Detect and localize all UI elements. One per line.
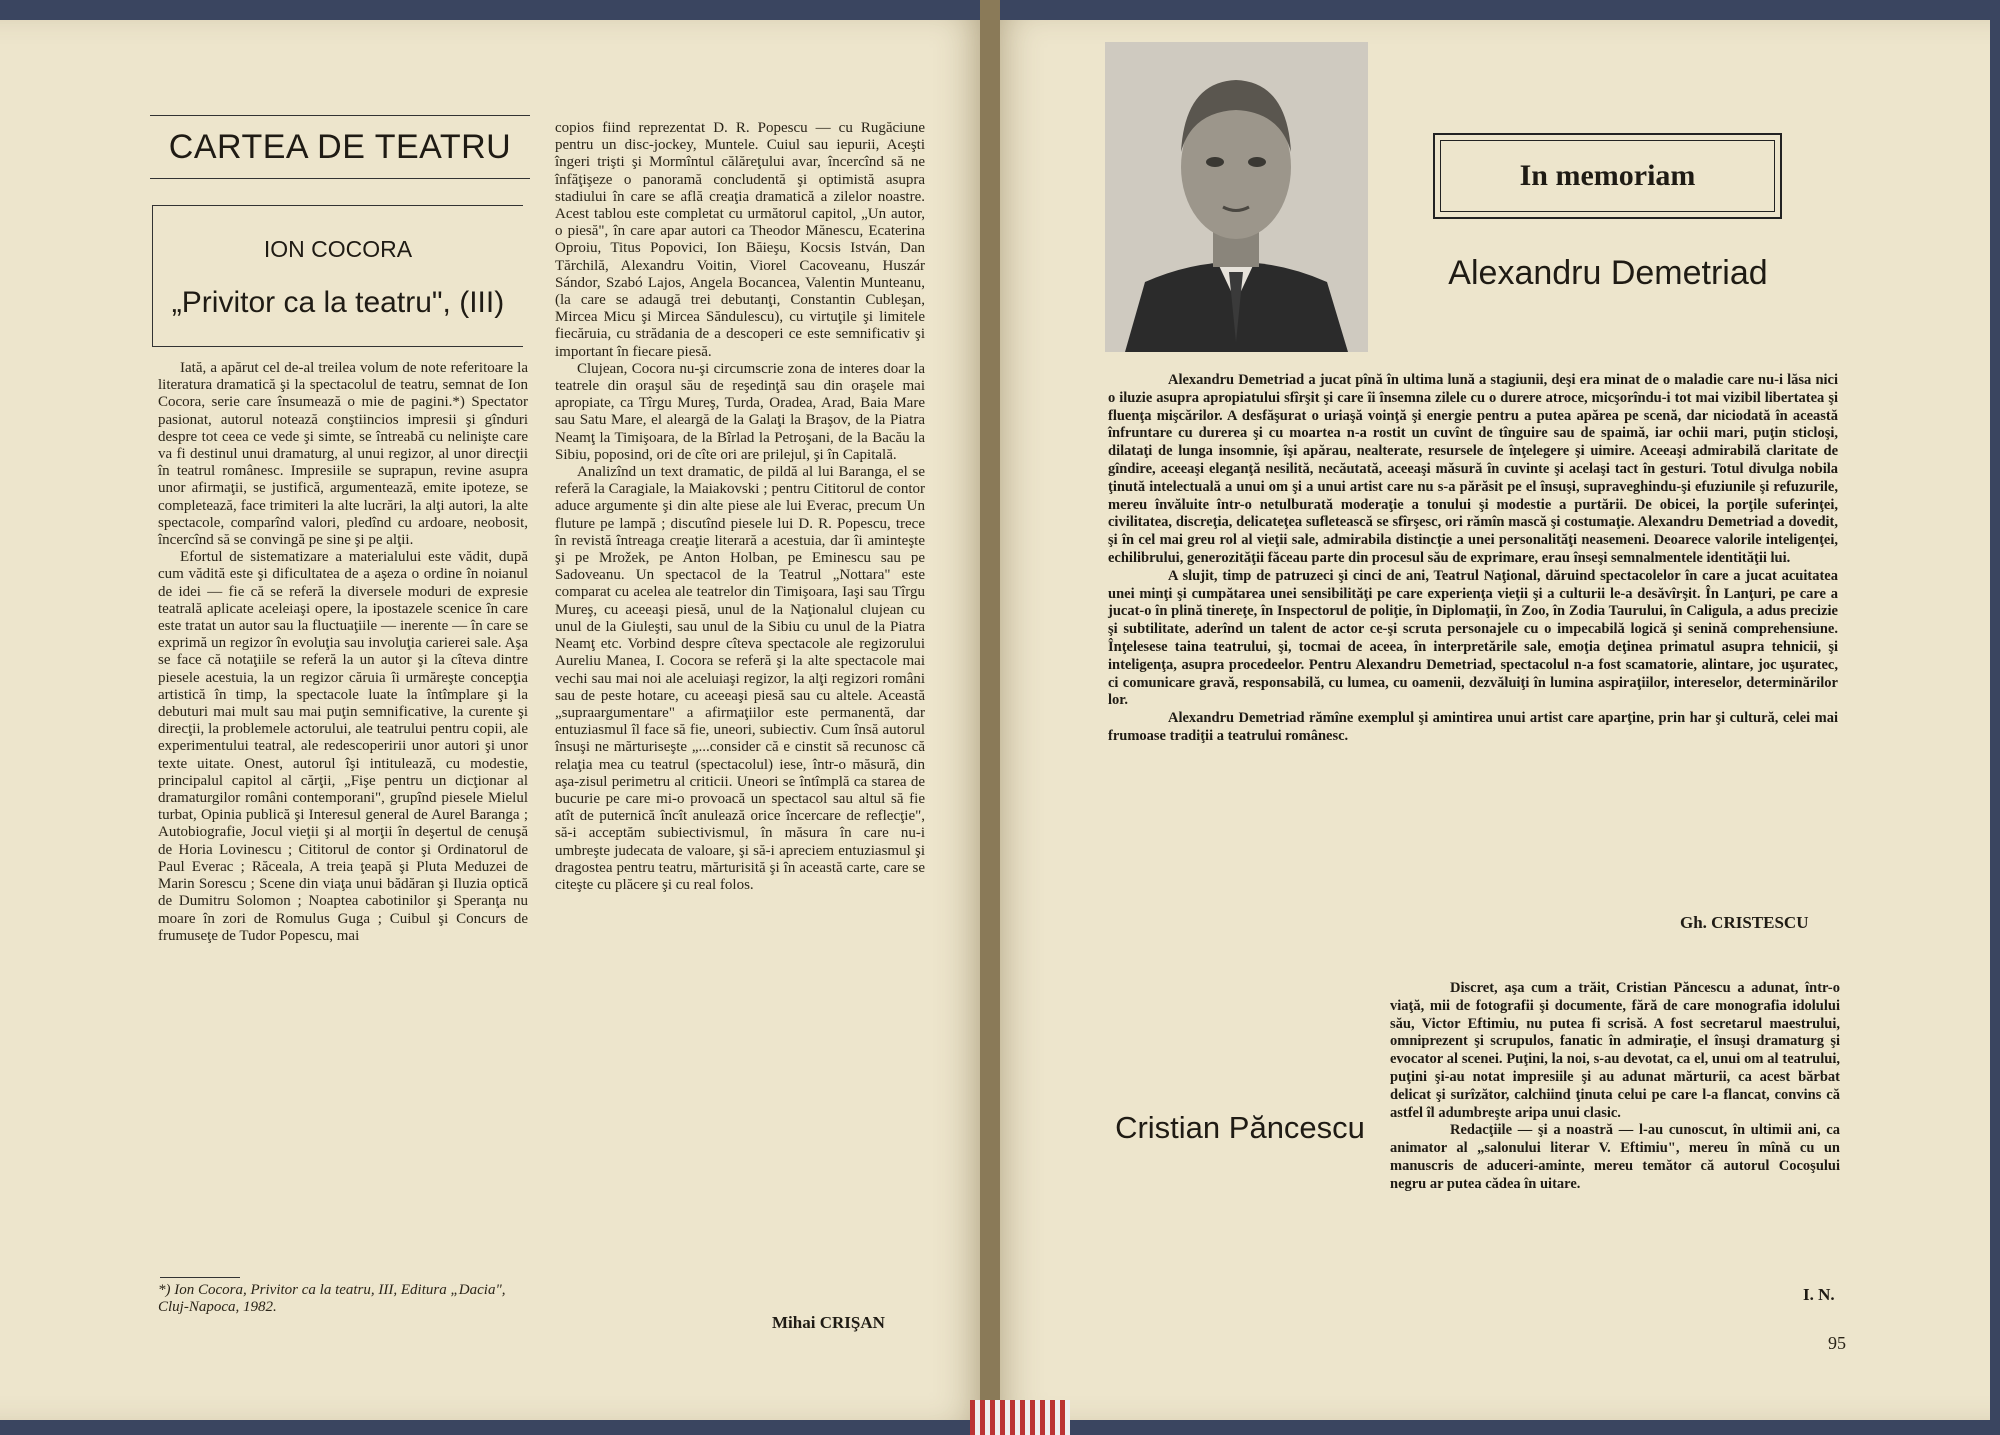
right-page [990, 20, 1990, 1420]
obituary-name-2: Cristian Păncescu [1115, 1110, 1365, 1145]
article-book-title: „Privitor ca la teatru", (III) [171, 286, 505, 319]
obituary-signature-1: Gh. CRISTESCU [1680, 913, 1809, 932]
portrait-photo-icon [1105, 42, 1368, 352]
book-spine [980, 0, 1000, 1435]
section-heading-box [150, 115, 530, 179]
paragraph: Discret, aşa cum a trăit, Cristian Păncescu a adunat, într-o viaţă, mii de fotografii şi documente, fără de care monografia idolului său, Victor Eftimiu, nu putea fi scrisă. A fost secretarul maestrului, omniprezent şi scrupulos, fanatic în admiraţie, el însuşi dramaturg şi evocator al scenei. Puţini, la noi, s-au devotat, ca el, unui om al teatrului, puţini şi-au notat impresiile şi au adunat mărturii, ca acest bărbat delicat şi surîzător, calchiind ţinuta celui pe care l-a flancat, convins că astfel îl adumbreşte aripa unui clasic. [1390, 980, 1840, 1121]
obituary-signature-2: I. N. [1803, 1285, 1835, 1304]
page-number: 95 [1828, 1333, 1846, 1353]
footnote: *) Ion Cocora, Privitor ca la teatru, III, Editura „Dacia", Cluj-Napoca, 1982. [158, 1282, 506, 1315]
paragraph: Alexandru Demetriad a jucat pînă în ultima lună a stagiunii, deşi era minat de o maladie care nu-i lăsa nici o iluzie asupra apropiatului sfîrşit şi care îi însemna zilele cu o durere atroce, micşorîndu-i tot mai vizibil libertatea şi fluenţa mişcărilor. A desfăşurat o uriaşă voinţă şi energie pentru a putea apărea pe scenă, dar niciodată în această înfruntare cu durerea şi cu moartea n-a rostit un cuvînt de tînguire sau de spaimă, iar ochii mari, puţin sticloşi, dilataţi de lunga insomnie, îşi apărau, nealterate, resursele de înţelegere şi uimire. Aceeaşi admirabilă claritate de gîndire, aceeaşi eleganţă nesilită, necăutată, aceeaşi măsură în cuvinte şi acelaşi tact în gesturi. Totul divulga nobila ţinută intelectuală a unui om şi a unui artist care nu s-a părăsit pe el însuşi, supraveghindu-şi efuziunile şi refuzurile, mereu învăluite într-o netulburată moderaţie a tonului şi modestie a purtării. De obicei, la porţile suferinţei, civilitatea, discreţia, delicateţea sufletească se sfîrşesc, ori rămîn mască şi costumaţie. Alexandru Demetriad a dovedit, şi în cel mai greu rol al vieţii sale, admirabila distincţie a unei personalităţi neasemeni. Deoarece valorile inteligenţei, echilibrului, generozităţii făceau parte din procesul său de exprimare, erau înseşi semnalmentele identităţii lui. [1108, 372, 1838, 566]
paragraph: Clujean, Cocora nu-şi circumscrie zona de interes doar la teatrele din oraşul său de reşedinţă sau din oraşele mai apropiate, ca Tîrgu Mureş, Turda, Oradea, Arad, Baia Mare sau Satu Mare, el aleargă de la Galaţi la Braşov, de la Piatra Neamţ la Timişoara, de la Bîrlad la Petroşani, de la Bacău la Sibiu, poposind, ori de cîte ori are prilejul, şi în Capitală. [555, 360, 925, 463]
memoriam-heading: In memoriam [1519, 159, 1696, 192]
article-title-box [152, 205, 523, 347]
left-column-2 [555, 120, 925, 894]
obituary-text-1 [1108, 372, 1838, 746]
article-author-name: ION COCORA [263, 236, 413, 262]
section-heading: CARTEA DE TEATRU [168, 128, 512, 166]
footnote-divider [160, 1277, 240, 1278]
paragraph: Redacţiile — şi a noastră — l-au cunoscut, în ultimii ani, ca animator al „salonului literar V. Eftimiu", mereu în mînă cu un manuscris de aduceri-aminte, mereu temător că autorul Cocoşului negru ar putea cădea în uitare. [1390, 1122, 1840, 1192]
bookmark-ribbon [970, 1400, 1070, 1435]
left-column-1 [158, 360, 528, 945]
obituary-text-2 [1390, 980, 1840, 1194]
paragraph: A slujit, timp de patruzeci şi cinci de ani, Teatrul Naţional, dăruind spectacolelor în care a jucat acuitatea unei minţi şi cumpătarea unei sensibilităţi pe care experienţa vieţii şi a culturii le-a desăvîrşit. În Lanţuri, pe care a jucat-o în plină tinereţe, în Inspectorul de poliţie, în Diplomaţii, în Zoo, în Zodia Taurului, în Caligula, a adus precizie şi subtilitate, aderînd un talent de actor ce-şi scruta personajele cu o impecabilă logică şi senină comprehensiune. Înţelesese taina teatrului, şi, tocmai de aceea, în interpretările sale, emoţia deţinea primatul asupra tehnicii, şi inteligenţa, asupra procedeelor. Pentru Alexandru Demetriad, spectacolul n-a fost scamatorie, alintare, joc uşuratec, ci comunicare gravă, responsabilă, cu lumea, cu oamenii, dezvăluiţi în lumina aspiraţiilor, intereselor, determinărilor lor. [1108, 567, 1838, 709]
paragraph: Alexandru Demetriad rămîne exemplul şi amintirea unui artist care aparţine, prin har şi cultură, celei mai frumoase tradiţii a teatrului românesc. [1108, 710, 1838, 744]
memoriam-inner-border [1440, 140, 1775, 212]
paragraph: copios fiind reprezentat D. R. Popescu — cu Rugăciune pentru un disc-jockey, Muntele. Cuiul sau iepurii, Aceşti îngeri trişti şi Mormîntul călăreţului avar, încercînd să ne înfăţişeze o panoramă concludentă şi optimistă asupra stadiului în care se află creaţia dramatică a zilelor noastre. Acest tablou este completat cu următorul capitol, „Un autor, o piesă", în care apar autori ca Theodor Mănescu, Ecaterina Oproiu, Titus Popovici, Ion Băieşu, Kocsis István, Dan Tărchilă, Alexandru Voitin, Viorel Cacoveanu, Huszár Sándor, Szabó Lajos, Angela Bocancea, Valentin Munteanu, (la care se adaugă trei debutanţi, Constantin Cubleşan, Mircea Micu şi Mircea Săndulescu), cu virtuţile şi limitele fiecăruia, cu strădania de a descoperi ce este semnificativ şi important în fiecare piesă. [555, 120, 925, 360]
left-page [0, 20, 987, 1420]
memoriam-box [1433, 133, 1782, 219]
obituary-name-1: Alexandru Demetriad [1448, 254, 1768, 292]
portrait-drawing [1105, 42, 1368, 352]
paragraph: Iată, a apărut cel de-al treilea volum de note referitoare la literatura dramatică şi la spectacolul de teatru, semnat de Ion Cocora, serie care însumează o mie de pagini.*) Spectator pasionat, autorul notează conştiincios impresii şi gînduri despre tot ceea ce vede şi simte, se întreabă cu nelinişte care va fi destinul unui dramaturg, al unui regizor, al unor direcţii în teatrul românesc. Impresiile se suprapun, revine asupra unor afirmaţii, se justifică, argumentează, emite ipoteze, se completează, face trimiteri la alte lucrări, la alţi autori, la alte spectacole, comparînd valori, pledînd cu ardoare, neobosit, încercînd să se convingă pe sine şi pe alţii. [158, 360, 528, 549]
author-signature: Mihai CRIŞAN [772, 1313, 885, 1332]
paragraph: Efortul de sistematizare a materialului este vădit, după cum vădită este şi dificultatea de a aşeza o ordine în noianul de idei — fie că se referă la diversele moduri de expresie teatrală aplicate aceleiaşi opere, la ipostazele scenice în care este tratat un autor sau la fluctuaţiile — inerente — în care se exprimă un regizor în evoluţia sau involuţia carierei sale. Aşa se face că notaţiile se referă la un autor şi la cîteva dintre piesele acestuia, la un regizor căruia îi urmăreşte concepţia artistică în timp, la spectacole luate la întîmplare şi la debuturi mai mult sau mai puţin semnificative, la curente şi direcţii, la problemele actorului, ale teatrului pentru copii, ale experimentului teatral, ale redescoperirii unor autori şi unor texte uitate. Onest, autorul îşi intitulează, cu modestie, principalul capitol al cărţii, „Fişe pentru un dicţionar al dramaturgilor români contemporani", grupînd piesele Mielul turbat, Opinia publică şi Interesul general de Aurel Baranga ; Autobiografie, Jocul vieţii şi al morţii în deşertul de cenuşă de Horia Lovinescu ; Cititorul de contor şi Ordinatorul de Paul Everac ; Răceala, A treia ţeapă şi Pluta Meduzei de Marin Sorescu ; Scene din viaţa unui bădăran şi Iluzia optică de Dumitru Solomon ; Noaptea cabotinilor şi Speranţa nu moare în zori de Romulus Guga ; Cuibul şi Concurs de frumuseţe de Tudor Popescu, mai [158, 549, 528, 944]
paragraph: Analizînd un text dramatic, de pildă al lui Baranga, el se referă la Caragiale, la Maiakovski ; pentru Cititorul de contor aduce argumente şi din alte piese ale lui Everac, precum Un fluture pe lampă ; discutînd piesele lui D. R. Popescu, trece în revistă întreaga creaţie literară a acestuia, dar îi aminteşte şi pe Mrožek, pe Anton Holban, pe Eminescu sau pe Sadoveanu. Un spectacol de la Teatrul „Nottara" este comparat cu acelea ale teatrelor din Timişoara, Iaşi sau Tîrgu Mureş, cu aceeaşi piesă, unul de la Naţionalul clujean cu unul de la Giuleşti, sau unul de la Sibiu cu unul de la Piatra Neamţ etc. Vorbind despre cîteva spectacole ale regizorului Aureliu Manea, I. Cocora se referă şi la alte spectacole mai vechi sau mai noi ale aceluiaşi regizor, la alţi regizori români sau de peste hotare, cu aceeaşi piesă sau cu altele. Această „supraargumentare" a afirmaţiilor este permanentă, dar entuziasmul îl face să fie, uneori, subiectiv. Cum însă autorul însuşi ne mărturiseşte „...consider că e cinstit să recunosc că relaţia mea cu teatrul (spectacolul) iese, într-o măsură, din aşa-zisul perimetru al criticii. Uneori se întîmplă ca starea de bucurie pe care mi-o provoacă un spectacol sau altul să fie atît de puternică încît anulează orice încercare de reflecţie", să-i acceptăm subiectivismul, în măsura în care nu-i umbreşte judecata de valoare, şi să-i apreciem entuziasmul şi dragostea pentru teatru, mărturisită şi în această carte, care se citeşte cu plăcere şi cu real folos. [555, 464, 925, 893]
